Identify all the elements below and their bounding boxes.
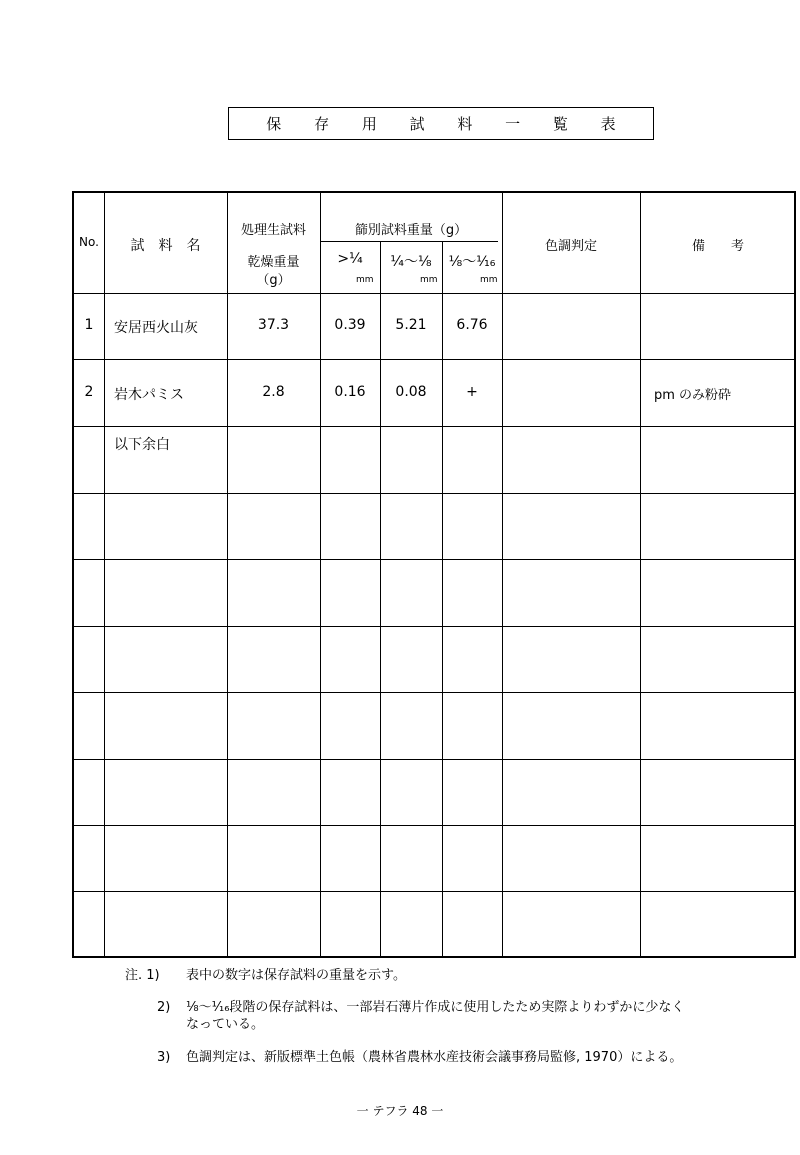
- row1-name: 安居西火山灰: [114, 320, 198, 336]
- row-line: [74, 692, 794, 693]
- header-sieve1-unit: mm: [356, 275, 374, 285]
- row-line: [74, 891, 794, 892]
- header-sieve-group: 篩別試料重量（g）: [354, 223, 468, 238]
- row1-sieve3: 6.76: [456, 317, 488, 333]
- note2-label: 2): [157, 1000, 171, 1015]
- col-divider-color: [640, 193, 641, 956]
- col-divider-name: [227, 193, 228, 956]
- row2-sieve1: 0.16: [334, 384, 366, 400]
- col-divider-sieve2: [442, 241, 443, 956]
- col-divider-dry: [320, 193, 321, 956]
- header-sieve3-unit: mm: [480, 275, 498, 285]
- row-line: [74, 759, 794, 760]
- note1-text: 表中の数字は保存試料の重量を示す。: [186, 968, 406, 983]
- note2-text: ⅛〜¹⁄₁₆段階の保存試料は、一部岩石薄片作成に使用したため実際よりわずかに少なく: [186, 1000, 685, 1015]
- row-line: [74, 626, 794, 627]
- header-bottom-line: [74, 293, 794, 294]
- row-line: [74, 359, 794, 360]
- row2-sieve2: 0.08: [395, 384, 427, 400]
- page-title: 保 存 用 試 料 一 覧 表: [228, 107, 654, 140]
- header-no: No.: [79, 235, 99, 249]
- col-divider-sieve3: [502, 193, 503, 956]
- row1-sieve1: 0.39: [334, 317, 366, 333]
- header-sieve1: >¼: [337, 251, 363, 267]
- note2-text-cont: なっている。: [186, 1017, 265, 1032]
- row-line: [74, 426, 794, 427]
- page-footer: 一 テフラ 48 一: [356, 1104, 444, 1118]
- row1-no: 1: [84, 317, 94, 333]
- row1-sieve2: 5.21: [395, 317, 427, 333]
- note3-text: 色調判定は、新版標準土色帳（農林省農林水産技術会議事務局監修, 1970）による。: [186, 1050, 683, 1065]
- header-dry-line1: 処理生試料: [240, 223, 306, 238]
- row2-sieve3: +: [466, 384, 478, 400]
- note3-label: 3): [157, 1050, 171, 1065]
- header-color: 色調判定: [544, 239, 597, 254]
- header-remarks: 備 考: [691, 239, 744, 254]
- header-sieve2-unit: mm: [420, 275, 438, 285]
- col-divider-no: [104, 193, 105, 956]
- col-divider-sieve1: [380, 241, 381, 956]
- row1-dry: 37.3: [257, 317, 290, 333]
- header-sieve3: ⅛〜¹⁄₁₆: [448, 254, 496, 270]
- note1-label: 注. 1): [125, 968, 160, 983]
- row-line: [74, 493, 794, 494]
- sample-table: [72, 191, 796, 958]
- row2-remarks: pm のみ粉砕: [654, 388, 732, 403]
- header-dry-line2: 乾燥重量: [247, 255, 300, 270]
- header-sieve2: ¼〜⅛: [390, 254, 432, 270]
- row3-name: 以下余白: [114, 437, 170, 453]
- header-dry-unit: （g）: [256, 273, 291, 288]
- row-line: [74, 825, 794, 826]
- row2-dry: 2.8: [262, 384, 285, 400]
- row2-no: 2: [84, 384, 94, 400]
- row-line: [74, 559, 794, 560]
- header-name: 試 料 名: [130, 238, 201, 254]
- row2-name: 岩木パミス: [114, 387, 184, 403]
- header-sub-divider: [320, 241, 498, 242]
